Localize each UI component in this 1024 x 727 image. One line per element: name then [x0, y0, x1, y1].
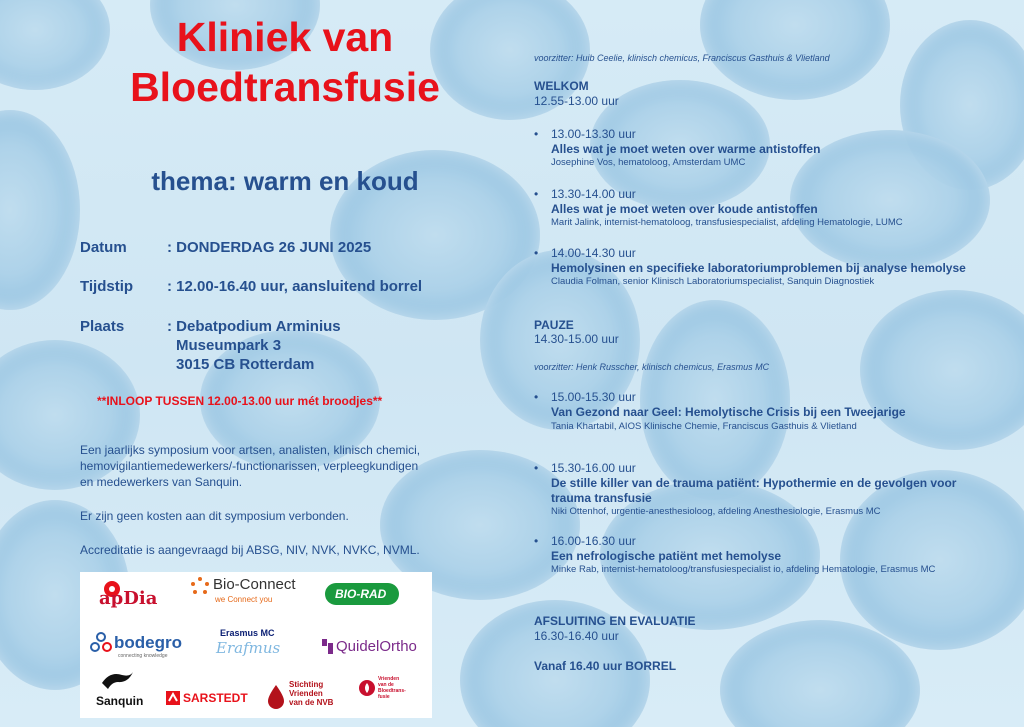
- bullet: •: [534, 187, 539, 201]
- welcome-heading: WELKOM: [534, 79, 589, 93]
- item-title: Alles wat je moet weten over koude antistoffen: [551, 202, 818, 216]
- accreditation-paragraph: Accreditatie is aangevraagd bij ABSG, NIV, NVK, NVKC, NVML.: [80, 543, 420, 557]
- bullet: •: [534, 246, 539, 260]
- welcome-time: 12.55-13.00 uur: [534, 94, 619, 108]
- sponsor-logos: apDia Bio-Connect we Connect you BIO-RAD bodegro connecting knowledge Erasmus MC Erafmus QuidelOrtho Sanquin SARSTEDT Stichting Vrienden van de NVB Vrienden van de Bloedtrans- fusie: [80, 572, 432, 718]
- theme-heading: thema: warm en koud: [151, 166, 419, 196]
- place-line: : Debatpodium Arminius: [167, 318, 341, 335]
- blood-cell-shape: [860, 290, 1024, 450]
- heart-drop-icon: [358, 678, 376, 698]
- item-speaker: Minke Rab, internist-hematoloog/transfusiespecialist io, afdeling Hematologie, Erasmus MC: [551, 564, 936, 575]
- item-speaker: Marit Jalink, internist-hematoloog, transfusiespecialist, afdeling Hematologie, LUMC: [551, 217, 903, 228]
- pause-time: 14.30-15.00 uur: [534, 332, 619, 346]
- item-title: Hemolysinen en specifieke laboratoriumproblemen bij analyse hemolyse: [551, 261, 966, 275]
- closing-time: 16.30-16.40 uur: [534, 629, 619, 643]
- bodegro-icon: [90, 632, 112, 654]
- item-time: 13.30-14.00 uur: [551, 187, 636, 201]
- quidelortho-icon: [322, 639, 334, 655]
- item-speaker: Claudia Folman, senior Klinisch Laboratoriumspecialist, Sanquin Diagnostiek: [551, 276, 875, 287]
- bullet: •: [534, 534, 539, 548]
- closing-heading: AFSLUITING EN EVALUATIE: [534, 614, 696, 628]
- item-speaker: Niki Ottenhof, urgentie-anesthesioloog, afdeling Anesthesiologie, Erasmus MC: [551, 506, 881, 517]
- bullet: •: [534, 390, 539, 404]
- bullet: •: [534, 461, 539, 475]
- title-line: Bloedtransfusie: [130, 64, 440, 110]
- title-line: Kliniek van: [176, 14, 394, 60]
- blood-cell-shape: [0, 110, 80, 310]
- intro-line: en medewerkers van Sanquin.: [80, 475, 243, 489]
- item-time: 16.00-16.30 uur: [551, 534, 636, 548]
- intro-paragraph: [80, 442, 450, 490]
- item-time: 15.00-15.30 uur: [551, 390, 636, 404]
- bio-rad-logo: BIO-RAD: [325, 583, 399, 605]
- pause-heading: PAUZE: [534, 318, 574, 332]
- item-speaker: Tania Khartabil, AIOS Klinische Chemie, Franciscus Gasthuis & Vlietland: [551, 421, 857, 432]
- time-label: Tijdstip: [80, 278, 134, 295]
- chair-note: voorzitter: Huib Ceelie, klinisch chemicus, Franciscus Gasthuis & Vlietland: [534, 53, 830, 63]
- blood-drop-icon: [266, 684, 286, 710]
- blood-cell-shape: [0, 0, 110, 90]
- item-title: De stille killer van de trauma patiënt: Hypothermie en de gevolgen voor trauma transfusie: [551, 476, 957, 505]
- place-line: 3015 CB Rotterdam: [176, 356, 315, 373]
- blood-cell-shape: [700, 0, 890, 100]
- chair-note: voorzitter: Henk Russcher, klinisch chemicus, Erasmus MC: [534, 362, 770, 372]
- date-label: Datum: [80, 239, 127, 256]
- item-time: 13.00-13.30 uur: [551, 127, 636, 141]
- item-time: 15.30-16.00 uur: [551, 461, 636, 475]
- cost-paragraph: Er zijn geen kosten aan dit symposium verbonden.: [80, 509, 349, 523]
- walk-in-notice: **INLOOP TUSSEN 12.00-13.00 uur mét broodjes**: [97, 394, 383, 408]
- place-line: Museumpark 3: [176, 337, 282, 354]
- sanquin-bird-icon: [100, 669, 134, 691]
- blood-cell-shape: [640, 300, 790, 500]
- item-title: Een nefrologische patiënt met hemolyse: [551, 549, 782, 563]
- item-title: Alles wat je moet weten over warme antistoffen: [551, 142, 821, 156]
- date-value: : DONDERDAG 26 JUNI 2025: [167, 239, 372, 256]
- item-speaker: Josephine Vos, hematoloog, Amsterdam UMC: [551, 157, 746, 168]
- event-title: [95, 12, 475, 112]
- intro-line: Een jaarlijks symposium voor artsen, analisten, klinisch chemici,: [80, 443, 421, 457]
- time-value: : 12.00-16.40 uur, aansluitend borrel: [167, 278, 423, 295]
- sarstedt-icon: [166, 691, 180, 705]
- bullet: •: [534, 127, 539, 141]
- place-label: Plaats: [80, 318, 125, 335]
- item-time: 14.00-14.30 uur: [551, 246, 636, 260]
- intro-line: hemovigilantiemedewerkers/-functionarissen, verpleegkundigen: [80, 459, 419, 473]
- item-title: Van Gezond naar Geel: Hemolytische Crisis bij een Tweejarige: [551, 405, 906, 419]
- bio-connect-icon: [190, 576, 210, 596]
- borrel-line: Vanaf 16.40 uur BORREL: [534, 659, 677, 673]
